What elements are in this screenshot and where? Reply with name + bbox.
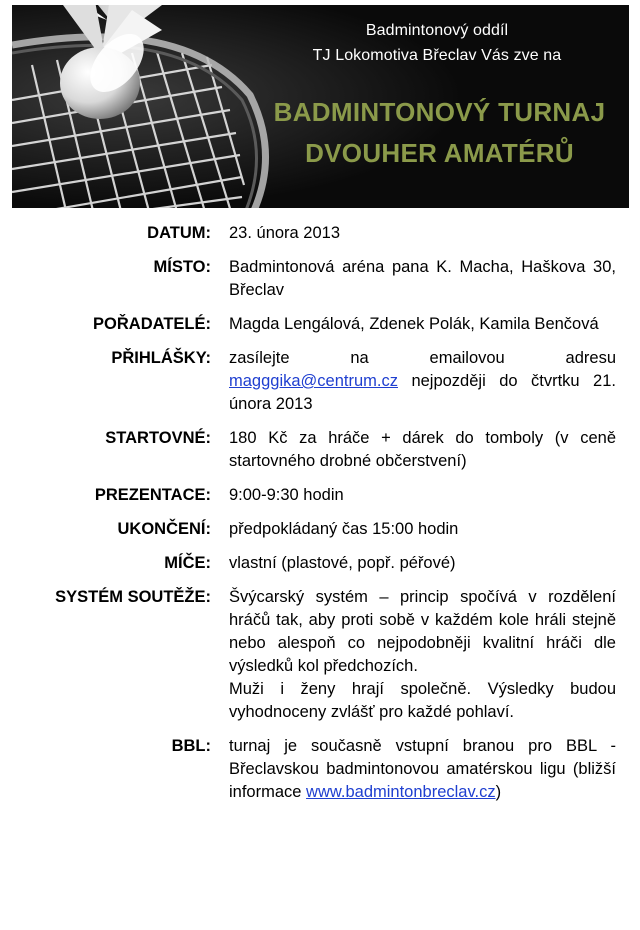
detail-row-prihlasky xyxy=(0,347,640,416)
mice-label: MÍČE: xyxy=(164,554,211,572)
ukonceni-value: předpokládaný čas 15:00 hodin xyxy=(229,520,459,538)
system-paragraph-2: Muži i ženy hrají společně. Výsledky budou vyhodnoceny zvlášť pro každé pohlaví. xyxy=(229,680,616,721)
misto-label: MÍSTO: xyxy=(153,258,211,276)
bbl-text-after: ) xyxy=(495,783,502,801)
mice-value: vlastní (plastové, popř. péřové) xyxy=(229,554,456,572)
detail-row-poradatele xyxy=(0,313,640,336)
misto-value: Badmintonová aréna pana K. Macha, Haškova 30, Břeclav xyxy=(229,258,616,299)
detail-row-bbl xyxy=(0,735,640,804)
event-title-line-2: DVOUHER AMATÉRŮ xyxy=(305,138,574,168)
detail-row-ukonceni xyxy=(0,518,640,541)
prezentace-value: 9:00-9:30 hodin xyxy=(229,486,344,504)
event-details xyxy=(0,222,640,815)
detail-row-datum xyxy=(0,222,640,245)
bbl-label: BBL: xyxy=(171,737,211,755)
prihlasky-value xyxy=(229,347,616,416)
prezentace-label: PREZENTACE: xyxy=(94,486,211,504)
email-link[interactable]: magggika@centrum.cz xyxy=(229,372,398,390)
poradatele-value: Magda Lengálová, Zdenek Polák, Kamila Benčová xyxy=(229,315,599,333)
datum-value: 23. února 2013 xyxy=(229,224,341,242)
detail-row-startovne xyxy=(0,427,640,473)
organizer-line-2: TJ Lokomotiva Břeclav Vás zve na xyxy=(312,47,562,64)
header-banner xyxy=(12,5,629,208)
prihlasky-label: PŘIHLÁŠKY: xyxy=(111,349,211,367)
prihlasky-text-before: zasílejte na emailovou adresu xyxy=(229,349,616,367)
system-label: SYSTÉM SOUTĚŽE: xyxy=(55,588,211,606)
poradatele-label: POŘADATELÉ: xyxy=(93,315,211,333)
bbl-text: turnaj je současně vstupní branou pro BBL - Břeclavskou badmintonovou amatérskou ligu (bližší informace xyxy=(229,737,616,801)
website-link[interactable]: www.badmintonbreclav.cz xyxy=(306,783,496,801)
event-title-line-1: BADMINTONOVÝ TURNAJ xyxy=(273,97,606,127)
detail-row-prezentace xyxy=(0,484,640,507)
system-value xyxy=(229,586,616,724)
prihlasky-text-after: nejpozději do čtvrtku 21. února 2013 xyxy=(229,372,616,413)
ukonceni-label: UKONČENÍ: xyxy=(117,520,211,538)
system-paragraph-1: Švýcarský systém – princip spočívá v rozdělení hráčů tak, aby proti sobě v každém kole hráli stejně nebo alespoň co nejpodobněji kvalitní hráči dle výsledků kol předchozích. xyxy=(229,588,616,675)
organizer-line-1: Badmintonový oddíl xyxy=(365,22,509,39)
startovne-value: 180 Kč za hráče + dárek do tomboly (v ceně startovného drobné občerstvení) xyxy=(229,429,616,470)
startovne-label: STARTOVNÉ: xyxy=(105,429,211,447)
datum-label: DATUM: xyxy=(147,224,211,242)
bbl-value xyxy=(229,735,616,804)
detail-row-mice xyxy=(0,552,640,575)
detail-row-system xyxy=(0,586,640,724)
detail-row-misto xyxy=(0,256,640,302)
